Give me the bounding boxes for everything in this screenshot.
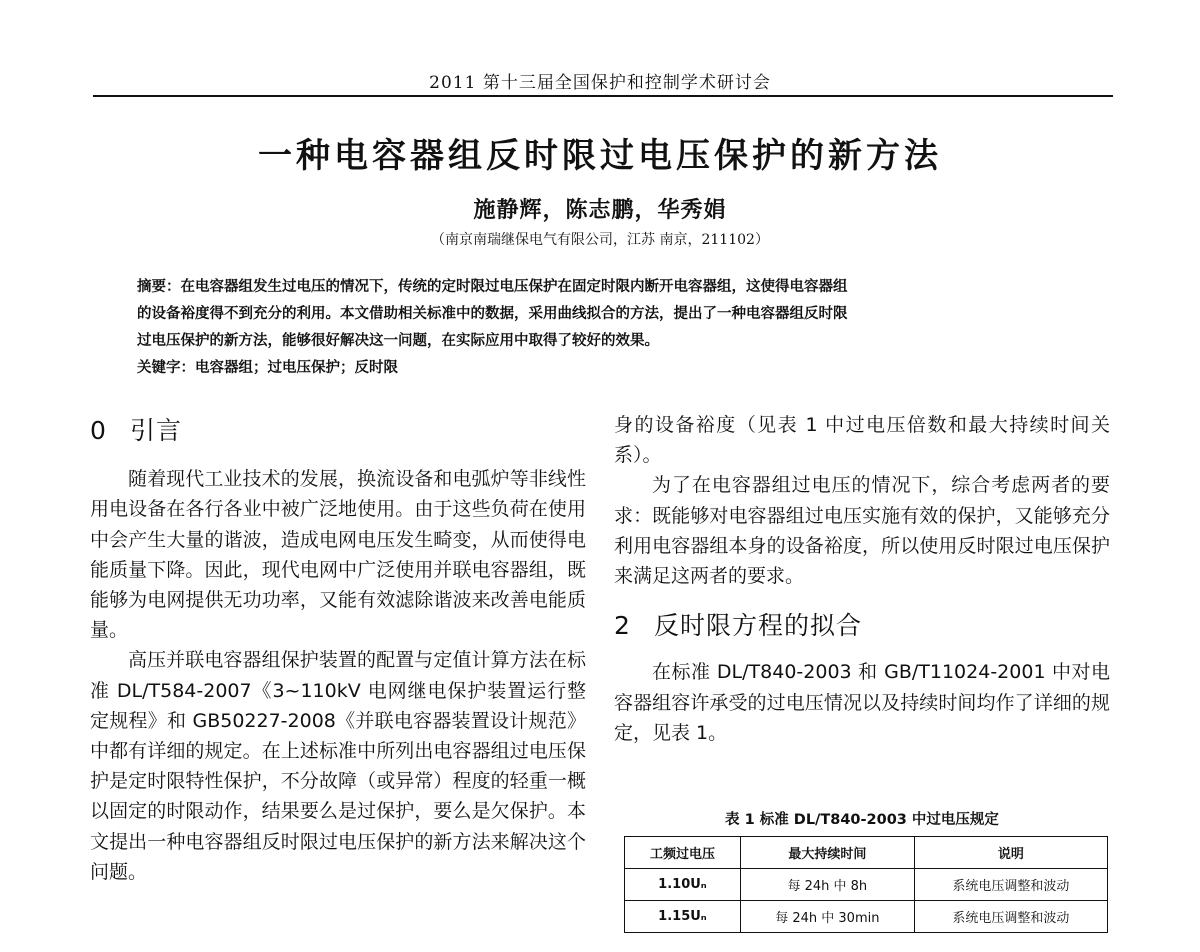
table-caption: 表 1 标准 DL/T840-2003 中过电压规定 xyxy=(725,812,999,828)
section-title: 反时限方程的拟合 xyxy=(654,611,863,641)
section-number: 0 xyxy=(90,416,107,445)
table-cell: 系统电压调整和波动 xyxy=(914,869,1107,901)
section-heading-2 xyxy=(614,611,1110,641)
keywords: 关键字：电容器组；过电压保护；反时限 xyxy=(137,360,398,376)
abstract-line: 过电压保护的新方法，能够很好解决这一问题，在实际应用中取得了较好的效果。 xyxy=(137,333,659,349)
overvoltage-table xyxy=(624,836,1108,933)
paragraph: 身的设备裕度（见表 1 中过电压倍数和最大持续时间关系）。 xyxy=(614,414,1110,467)
conference-header: 2011 第十三届全国保护和控制学术研讨会 xyxy=(429,73,771,93)
table-cell: 系统电压调整和波动 xyxy=(914,901,1107,933)
abstract-line: 摘要：在电容器组发生过电压的情况下，传统的定时限过电压保护在固定时限内断开电容器组，这使得电容器组 xyxy=(137,279,848,295)
abstract-line: 的设备裕度得不到充分的利用。本文借助相关标准中的数据，采用曲线拟合的方法，提出了一种电容器组反时限 xyxy=(137,306,848,322)
table-header-cell: 说明 xyxy=(914,837,1107,869)
section-number: 2 xyxy=(614,611,631,641)
paragraph: 为了在电容器组过电压的情况下，综合考虑两者的要求：既能够对电容器组过电压实施有效的保护，又能够充分利用电容器组本身的设备裕度，所以使用反时限过电压保护来满足这两者的要求。 xyxy=(614,474,1110,588)
table-cell: 每 24h 中 30min xyxy=(740,901,914,933)
paragraph: 随着现代工业技术的发展，换流设备和电弧炉等非线性用电设备在各行各业中被广泛地使用。由于这些负荷在使用中会产生大量的谐波，造成电网电压发生畸变，从而使得电能质量下降。因此，现代电网中广泛使用并联电容器组，既能够为电网提供无功功率，又能有效滤除谐波来改善电能质量。 xyxy=(90,468,586,642)
table-header-cell: 最大持续时间 xyxy=(740,837,914,869)
header-rule xyxy=(93,95,1113,97)
abstract-block xyxy=(137,274,1077,382)
section-heading-0 xyxy=(90,416,586,446)
left-column xyxy=(90,410,586,887)
affiliation: （南京南瑞继保电气有限公司，江苏 南京，211102） xyxy=(431,232,769,248)
table-row xyxy=(625,901,1108,933)
table-cell: 1.10Uₙ xyxy=(625,869,741,901)
author-list: 施静辉，陈志鹏，华秀娟 xyxy=(473,198,727,223)
paragraph: 高压并联电容器组保护装置的配置与定值计算方法在标准 DL/T584-2007《3~110kV 电网继电保护装置运行整定规程》和 GB50227-2008《并联电容器装置设计规范》中都有详细的规定。在上述标准中所列出电容器组过电压保护是定时限特性保护，不分故障（或异常）程度的轻重一概以固定的时限动作，结果要么是过保护，要么是欠保护。本文提出一种电容器组反时限过电压保护的新方法来解决这个问题。 xyxy=(90,649,586,883)
table-header-row xyxy=(625,837,1108,869)
paragraph: 在标准 DL/T840-2003 和 GB/T11024-2001 中对电容器组容许承受的过电压情况以及持续时间均作了详细的规定，见表 1。 xyxy=(614,661,1110,744)
table-header-cell: 工频过电压 xyxy=(625,837,741,869)
right-column xyxy=(614,410,1110,748)
table-cell: 1.15Uₙ xyxy=(625,901,741,933)
paper-title: 一种电容器组反时限过电压保护的新方法 xyxy=(258,136,942,176)
table-row xyxy=(625,869,1108,901)
section-title: 引言 xyxy=(130,416,183,445)
table-cell: 每 24h 中 8h xyxy=(740,869,914,901)
